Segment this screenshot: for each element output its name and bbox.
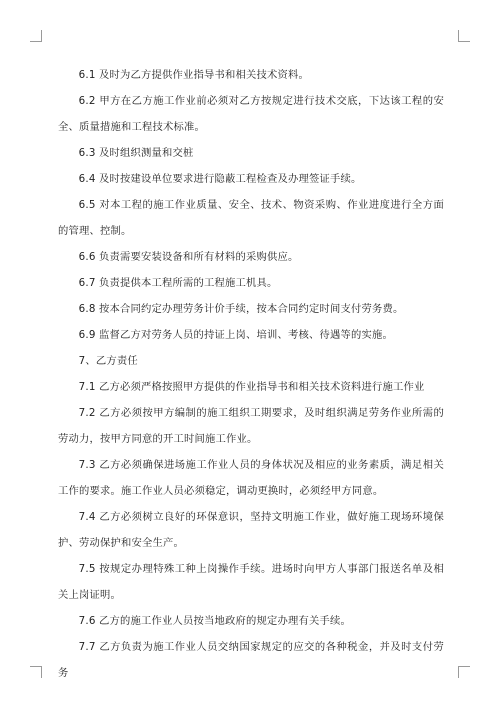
clause-7-5: 7.5 按规定办理特殊工种上岗操作手续。进场时向甲方人事部门报送名单及相关上岗证明。	[58, 563, 444, 601]
clause-6-3: 6.3 及时组织测量和交桩	[78, 147, 194, 159]
crop-mark-top-left	[30, 30, 42, 42]
crop-mark-bottom-right	[458, 666, 470, 678]
clause-7-3: 7.3 乙方必须确保进场施工作业人员的身体状况及相应的业务素质，满足相关工作的要求。施工作业人员必须稳定，调动更换时，必须经甲方同意。	[58, 459, 444, 497]
section-7-heading: 7、乙方责任	[78, 355, 138, 367]
clause-7-4: 7.4 乙方必须树立良好的环保意识，坚持文明施工作业，做好施工现场环境保护、劳动保护和安全生产。	[58, 511, 444, 549]
clause-6-4: 6.4 及时按建设单位要求进行隐蔽工程检查及办理签证手续。	[78, 173, 362, 185]
clause-6-7: 6.7 负责提供本工程所需的工程施工机具。	[78, 277, 278, 289]
crop-mark-bottom-left	[30, 666, 42, 678]
clause-6-2: 6.2 甲方在乙方施工作业前必须对乙方按规定进行技术交底，下达该工程的安全、质量措施和工程技术标准。	[58, 95, 444, 133]
document-page	[58, 62, 444, 686]
clause-7-6: 7.6 乙方的施工作业人员按当地政府的规定办理有关手续。	[78, 615, 351, 627]
clause-6-5: 6.5 对本工程的施工作业质量、安全、技术、物资采购、作业进度进行全方面的管理、控制。	[58, 199, 444, 237]
clause-7-1: 7.1 乙方必须严格按照甲方提供的作业指导书和相关技术资料进行施工作业	[78, 381, 425, 393]
clause-6-6: 6.6 负责需要安装设备和所有材料的采购供应。	[78, 251, 299, 263]
clause-6-1: 6.1 及时为乙方提供作业指导书和相关技术资料。	[78, 69, 309, 81]
clause-6-8: 6.8 按本合同约定办理劳务计价手续，按本合同约定时间支付劳务费。	[78, 303, 404, 315]
clause-7-7: 7.7 乙方负责为施工作业人员交纳国家规定的应交的各种税金，并及时支付劳务	[58, 641, 444, 679]
clause-7-2: 7.2 乙方必须按甲方编制的施工组织工期要求，及时组织满足劳务作业所需的劳动力，按甲方同意的开工时间施工作业。	[58, 407, 444, 445]
crop-mark-top-right	[458, 30, 470, 42]
clause-6-9: 6.9 监督乙方对劳务人员的持证上岗、培训、考核、待遇等的实施。	[78, 329, 393, 341]
